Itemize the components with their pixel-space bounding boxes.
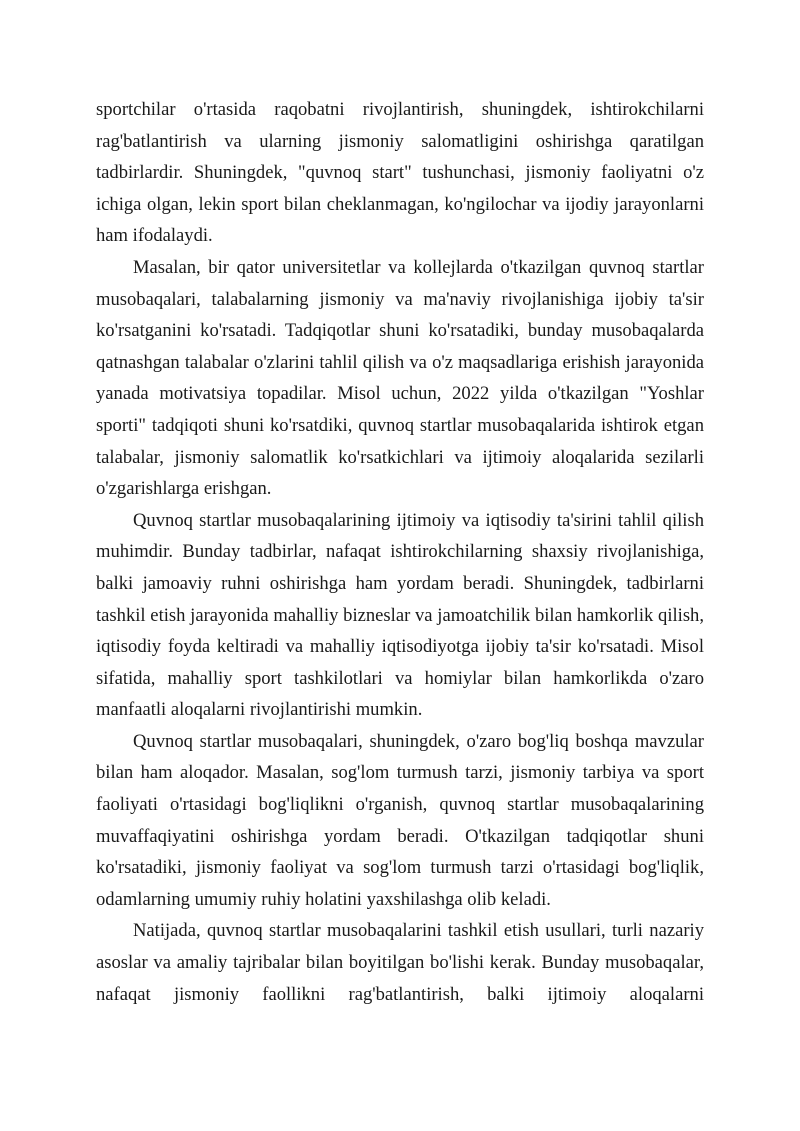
paragraph-4: Quvnoq startlar musobaqalari, shuningdek, o'zaro bog'liq boshqa mavzular bilan ham aloqador. Masalan, sog'lom turmush tarzi, jismoniy tarbiya va sport faoliyati o'rtasidagi bog'liqlikni o'rganish, quvnoq startlar musobaqalarining muvaffaqiyatini oshirishga yordam beradi. O'tkazilgan tadqiqotlar shuni ko'rsatadiki, jismoniy faoliyat va sog'lom turmush tarzi o'rtasidagi bog'liqlik, odamlarning umumiy ruhiy holatini yaxshilashga olib keladi. (96, 730, 704, 910)
paragraph-1: sportchilar o'rtasida raqobatni rivojlantirish, shuningdek, ishtirokchilarni rag'batlantirish va ularning jismoniy salomatligini oshirishga qaratilgan tadbirlardir. Shuningdek, "quvnoq start" tushunchasi, jismoniy faoliyatni o'z ichiga olgan, lekin sport bilan cheklanmagan, ko'ngilochar va ijodiy jarayonlarni ham ifodalaydi. (96, 99, 704, 247)
paragraph-2: Masalan, bir qator universitetlar va kollejlarda o'tkazilgan quvnoq startlar musobaqalari, talabalarning jismoniy va ma'naviy rivojlanishiga ijobiy ta'sir ko'rsatganini ko'rsatadi. Tadqiqotlar shuni ko'rsatadiki, bunday musobaqalarda qatnashgan talabalar o'zlarini tahlil qilish va o'z maqsadlariga erishish jarayonida yanada motivatsiya topadilar. Misol uchun, 2022 yilda o'tkazilgan "Yoshlar sporti" tadqiqoti shuni ko'rsatdiki, quvnoq startlar musobaqalarida ishtirok etgan talabalar, jismoniy salomatlik ko'rsatkichlari va ijtimoiy aloqalarida sezilarli o'zgarishlarga erishgan. (96, 256, 704, 500)
document-page (96, 94, 704, 1010)
paragraph-3: Quvnoq startlar musobaqalarining ijtimoiy va iqtisodiy ta'sirini tahlil qilish muhimdir. Bunday tadbirlar, nafaqat ishtirokchilarning shaxsiy rivojlanishiga, balki jamoaviy ruhni oshirishga ham yordam beradi. Shuningdek, tadbirlarni tashkil etish jarayonida mahalliy bizneslar va jamoatchilik bilan hamkorlik qilish, iqtisodiy foyda keltiradi va mahalliy iqtisodiyotga ijobiy ta'sir ko'rsatadi. Misol sifatida, mahalliy sport tashkilotlari va homiylar bilan hamkorlikda o'zaro manfaatli aloqalarni rivojlantirishi mumkin. (96, 509, 704, 721)
paragraph-5: Natijada, quvnoq startlar musobaqalarini tashkil etish usullari, turli nazariy asoslar va amaliy tajribalar bilan boyitilgan bo'lishi kerak. Bunday musobaqalar, nafaqat jismoniy faollikni rag'batlantirish, balki ijtimoiy aloqalarni (96, 920, 704, 1005)
